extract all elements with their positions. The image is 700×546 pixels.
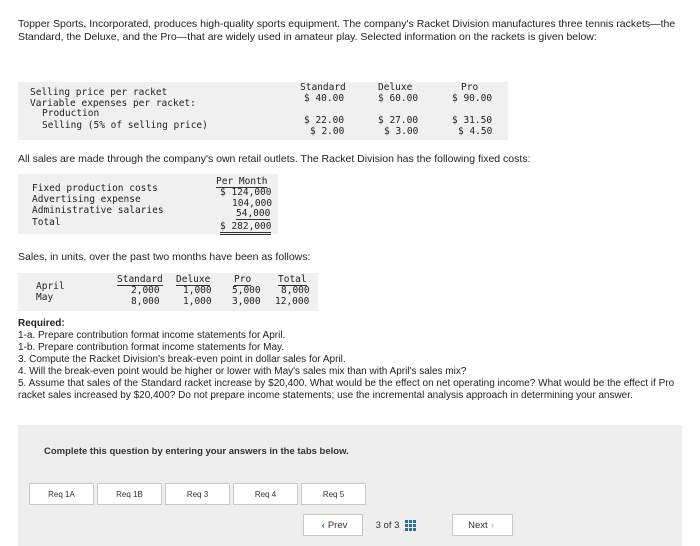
sales-april-standard: 2,000 xyxy=(131,285,160,296)
sales-april-pro: 5,000 xyxy=(232,285,261,296)
fixed-row-label-production: Fixed production costs xyxy=(32,183,158,194)
required-item-5: 5. Assume that sales of the Standard racket increase by $20,400. What would be the effect on net operating income? What would be the effect if Pro racket sales increased by $20,400? Do not prepare income statements; use the incremental analysis approach in determining your answer. xyxy=(18,378,675,401)
row-label-selling: Selling (5% of selling price) xyxy=(42,120,208,131)
sales-row-label-may: May xyxy=(36,292,54,303)
sales-header-pro: Pro xyxy=(234,274,252,285)
required-heading: Required: xyxy=(18,318,65,329)
col-header-pro: Pro xyxy=(461,82,479,93)
cell-price-pro: $ 90.00 xyxy=(452,93,493,104)
fixed-row-value-total: $ 282,000 xyxy=(220,221,271,235)
cell-production-deluxe: $ 27.00 xyxy=(378,115,419,126)
cell-selling-pro: $ 4.50 xyxy=(458,126,493,137)
fixed-costs-table xyxy=(18,174,278,234)
fixed-row-label-admin: Administrative salaries xyxy=(32,205,164,216)
panel-instruction: Complete this question by entering your answers in the tabs below. xyxy=(44,446,349,457)
sales-may-total: 12,000 xyxy=(275,296,310,307)
prev-label: Prev xyxy=(327,519,348,531)
sales-intro: Sales, in units, over the past two months have been as follows: xyxy=(18,251,311,263)
fixed-row-value-production: $ 124,000 xyxy=(220,187,272,198)
problem-intro: Topper Sports, Incorporated, produces high-quality sports equipment. The company's Racket Division manufactures three tennis rackets—the Standard, the Deluxe, and the Pro—that are widely used in amateur play. Selected information on the rackets is given below: xyxy=(18,18,676,43)
req-tabs xyxy=(29,483,668,505)
next-button[interactable] xyxy=(452,514,513,536)
chevron-left-icon: ‹ xyxy=(321,519,325,531)
col-header-deluxe: Deluxe xyxy=(378,82,413,93)
sales-april-deluxe: 1,000 xyxy=(183,285,212,296)
fixed-row-label-advertising: Advertising expense xyxy=(32,194,141,205)
tab-req-5[interactable]: Req 5 xyxy=(301,483,366,505)
cell-price-deluxe: $ 60.00 xyxy=(378,93,419,104)
col-header-standard: Standard xyxy=(300,82,346,93)
sales-april-total: 8,000 xyxy=(281,285,310,296)
page-indicator xyxy=(366,514,426,536)
prev-button[interactable] xyxy=(303,514,363,536)
tab-req-4[interactable]: Req 4 xyxy=(233,483,298,505)
required-item-1b: 1-b. Prepare contribution format income statements for May. xyxy=(18,342,285,353)
cell-selling-standard: $ 2.00 xyxy=(310,126,345,137)
fixed-costs-header: Per Month xyxy=(216,176,268,187)
fixed-row-value-admin: 54,000 xyxy=(236,208,271,219)
tab-req-3[interactable]: Req 3 xyxy=(165,483,230,505)
required-item-1a: 1-a. Prepare contribution format income statements for April. xyxy=(18,330,286,341)
chevron-right-icon: › xyxy=(490,519,494,531)
required-item-3: 3. Compute the Racket Division's break-even point in dollar sales for April. xyxy=(18,354,346,365)
fixed-row-label-total: Total xyxy=(32,217,61,228)
sales-row-label-april: April xyxy=(36,281,65,292)
row-label-selling-price: Selling price per racket xyxy=(30,87,168,98)
rackets-table xyxy=(18,82,508,140)
answer-panel xyxy=(18,425,682,546)
sales-header-standard: Standard xyxy=(117,274,163,285)
sales-may-standard: 8,000 xyxy=(131,296,160,307)
sales-table xyxy=(18,273,318,311)
sales-header-deluxe: Deluxe xyxy=(176,274,211,285)
required-section xyxy=(18,318,698,402)
sales-may-deluxe: 1,000 xyxy=(183,296,212,307)
next-label: Next xyxy=(468,519,488,531)
sales-may-pro: 3,000 xyxy=(232,296,261,307)
tab-req-1b[interactable]: Req 1B xyxy=(97,483,162,505)
tab-req-1a[interactable]: Req 1A xyxy=(29,483,94,505)
required-item-4: 4. Will the break-even point would be higher or lower with May's sales mix than with April's sales mix? xyxy=(18,366,467,377)
fixed-costs-intro: All sales are made through the company's own retail outlets. The Racket Division has the following fixed costs: xyxy=(18,153,531,165)
cell-selling-deluxe: $ 3.00 xyxy=(384,126,419,137)
cell-production-standard: $ 22.00 xyxy=(304,115,345,126)
grid-icon[interactable] xyxy=(405,520,416,531)
sales-header-total: Total xyxy=(278,274,307,285)
row-label-production: Production xyxy=(42,108,100,119)
page-indicator-text: 3 of 3 xyxy=(375,519,400,531)
cell-price-standard: $ 40.00 xyxy=(304,93,345,104)
row-label-variable: Variable expenses per racket: xyxy=(30,98,196,109)
fixed-row-value-advertising: 104,000 xyxy=(232,198,273,209)
cell-production-pro: $ 31.50 xyxy=(452,115,493,126)
